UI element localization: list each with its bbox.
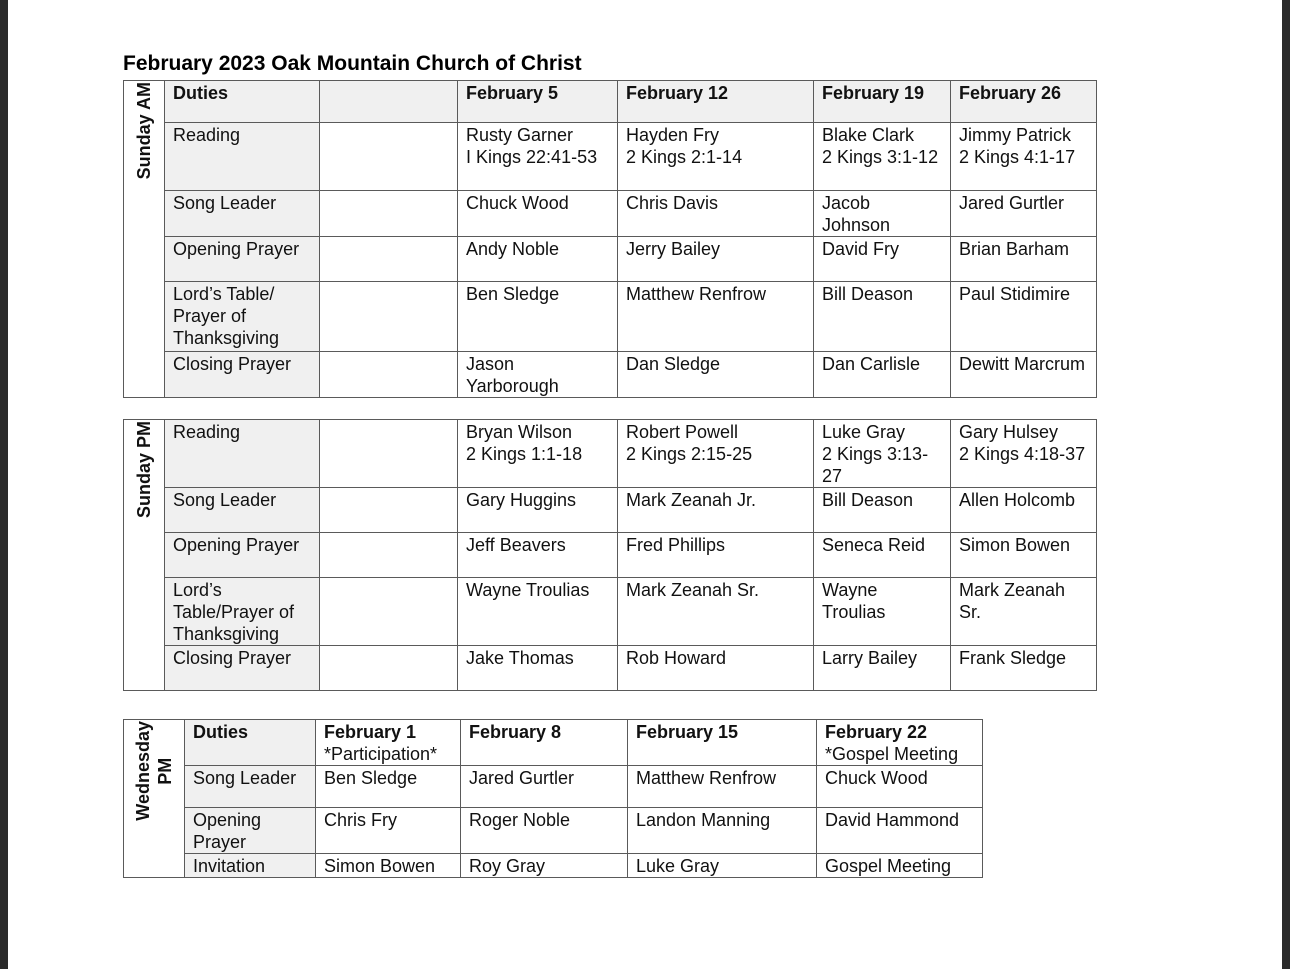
page-title: February 2023 Oak Mountain Church of Christ (123, 52, 582, 75)
assignment-cell: Roy Gray (461, 854, 628, 878)
duty-cell: Reading (165, 420, 320, 488)
document-page (8, 0, 1282, 969)
blank-cell (320, 352, 458, 398)
table-row (124, 854, 983, 878)
assignment-cell: Ben Sledge (458, 282, 618, 352)
reader-name: Luke Gray (822, 422, 906, 442)
blank-header (320, 81, 458, 123)
assignment-cell: Jeff Beavers (458, 533, 618, 578)
reader-name: Hayden Fry (626, 125, 720, 145)
table-row (124, 766, 983, 808)
blank-cell (320, 237, 458, 282)
table-row (124, 420, 1097, 488)
assignment-cell: Jerry Bailey (618, 237, 814, 282)
reader-name: Bryan Wilson (466, 422, 573, 442)
assignment-cell (458, 123, 618, 191)
duty-cell: Song Leader (185, 766, 316, 808)
assignment-cell: Seneca Reid (814, 533, 951, 578)
assignment-cell (814, 420, 951, 488)
date-header: February 26 (951, 81, 1097, 123)
section-label: Sunday PM (134, 421, 154, 519)
assignment-cell: Paul Stidimire (951, 282, 1097, 352)
table-row (124, 282, 1097, 352)
date-note: *Participation* (324, 744, 438, 764)
date-header (316, 720, 461, 766)
table-row (124, 352, 1097, 398)
section-label: Sunday AM (134, 82, 154, 180)
assignment-cell: Frank Sledge (951, 646, 1097, 691)
duty-cell: Reading (165, 123, 320, 191)
assignment-cell: Ben Sledge (316, 766, 461, 808)
duty-cell: Song Leader (165, 488, 320, 533)
reader-name: Robert Powell (626, 422, 739, 442)
assignment-cell: Fred Phillips (618, 533, 814, 578)
blank-cell (320, 282, 458, 352)
assignment-cell: Dewitt Marcrum (951, 352, 1097, 398)
assignment-cell: Bill Deason (814, 488, 951, 533)
sunday-pm-table (123, 419, 1097, 691)
assignment-cell: Jared Gurtler (461, 766, 628, 808)
reader-name: Rusty Garner (466, 125, 574, 145)
date-header: February 19 (814, 81, 951, 123)
table-header-row (124, 720, 983, 766)
date-header (817, 720, 983, 766)
table-row (124, 808, 983, 854)
assignment-cell: Jake Thomas (458, 646, 618, 691)
date-header: February 15 (628, 720, 817, 766)
assignment-cell: Brian Barham (951, 237, 1097, 282)
blank-cell (320, 646, 458, 691)
assignment-cell: Landon Manning (628, 808, 817, 854)
blank-cell (320, 488, 458, 533)
assignment-cell: Matthew Renfrow (628, 766, 817, 808)
assignment-cell (814, 123, 951, 191)
table-row (124, 488, 1097, 533)
duty-cell: Lord’s Table/Prayer of Thanksgiving (165, 578, 320, 646)
assignment-cell: Wayne Troulias (814, 578, 951, 646)
assignment-cell: Dan Carlisle (814, 352, 951, 398)
assignment-cell: Jacob Johnson (814, 191, 951, 237)
assignment-cell: Simon Bowen (951, 533, 1097, 578)
assignment-cell: Mark Zeanah Sr. (618, 578, 814, 646)
date-label: February 22 (825, 722, 928, 742)
table-row (124, 646, 1097, 691)
scripture-ref: 2 Kings 1:1-18 (466, 444, 583, 464)
blank-cell (320, 123, 458, 191)
section-label-cell (124, 420, 165, 691)
blank-cell (320, 578, 458, 646)
blank-cell (320, 420, 458, 488)
table-row (124, 191, 1097, 237)
scripture-ref: 2 Kings 2:1-14 (626, 147, 743, 167)
assignment-cell: Jared Gurtler (951, 191, 1097, 237)
assignment-cell: Simon Bowen (316, 854, 461, 878)
scripture-ref: 2 Kings 3:1-12 (822, 147, 939, 167)
sunday-am-table (123, 80, 1097, 398)
duty-cell: Closing Prayer (165, 646, 320, 691)
assignment-cell: Chuck Wood (817, 766, 983, 808)
duties-header: Duties (165, 81, 320, 123)
scripture-ref: 2 Kings 4:18-37 (959, 444, 1086, 464)
assignment-cell: Mark Zeanah Jr. (618, 488, 814, 533)
blank-cell (320, 191, 458, 237)
table-row (124, 533, 1097, 578)
duty-cell: Lord’s Table/ Prayer of Thanksgiving (165, 282, 320, 352)
table-row (124, 237, 1097, 282)
assignment-cell: Bill Deason (814, 282, 951, 352)
duty-cell: Opening Prayer (185, 808, 316, 854)
duty-cell: Opening Prayer (165, 533, 320, 578)
section-label-cell (124, 81, 165, 398)
assignment-cell: Wayne Troulias (458, 578, 618, 646)
assignment-cell: Gospel Meeting (817, 854, 983, 878)
wednesday-pm-table (123, 719, 983, 878)
date-header: February 5 (458, 81, 618, 123)
date-header: February 8 (461, 720, 628, 766)
section-label-line: PM (155, 757, 175, 785)
assignment-cell (951, 123, 1097, 191)
assignment-cell (458, 420, 618, 488)
table-header-row (124, 81, 1097, 123)
section-label (132, 721, 176, 821)
assignment-cell: Chuck Wood (458, 191, 618, 237)
reader-name: Gary Hulsey (959, 422, 1059, 442)
assignment-cell: David Fry (814, 237, 951, 282)
assignment-cell: Larry Bailey (814, 646, 951, 691)
assignment-cell: Rob Howard (618, 646, 814, 691)
scripture-ref: 2 Kings 3:13-27 (822, 444, 929, 486)
duties-header: Duties (185, 720, 316, 766)
assignment-cell: Chris Fry (316, 808, 461, 854)
scripture-ref: 2 Kings 2:15-25 (626, 444, 753, 464)
date-header: February 12 (618, 81, 814, 123)
assignment-cell: Matthew Renfrow (618, 282, 814, 352)
date-note: *Gospel Meeting (825, 744, 959, 764)
assignment-cell: Roger Noble (461, 808, 628, 854)
assignment-cell (951, 420, 1097, 488)
scripture-ref: 2 Kings 4:1-17 (959, 147, 1076, 167)
duty-cell: Closing Prayer (165, 352, 320, 398)
scripture-ref: I Kings 22:41-53 (466, 147, 598, 167)
duty-cell: Invitation (185, 854, 316, 878)
table-row (124, 578, 1097, 646)
assignment-cell: Mark Zeanah Sr. (951, 578, 1097, 646)
assignment-cell: Jason Yarborough (458, 352, 618, 398)
date-label: February 1 (324, 722, 417, 742)
assignment-cell: Gary Huggins (458, 488, 618, 533)
assignment-cell: Chris Davis (618, 191, 814, 237)
assignment-cell (618, 123, 814, 191)
duty-cell: Song Leader (165, 191, 320, 237)
table-row (124, 123, 1097, 191)
assignment-cell: Allen Holcomb (951, 488, 1097, 533)
assignment-cell: Dan Sledge (618, 352, 814, 398)
assignment-cell: David Hammond (817, 808, 983, 854)
assignment-cell: Andy Noble (458, 237, 618, 282)
assignment-cell: Luke Gray (628, 854, 817, 878)
reader-name: Jimmy Patrick (959, 125, 1071, 145)
duty-cell: Opening Prayer (165, 237, 320, 282)
blank-cell (320, 533, 458, 578)
reader-name: Blake Clark (822, 125, 915, 145)
section-label-cell (124, 720, 185, 878)
section-label-line: Wednesday (133, 721, 153, 821)
assignment-cell (618, 420, 814, 488)
